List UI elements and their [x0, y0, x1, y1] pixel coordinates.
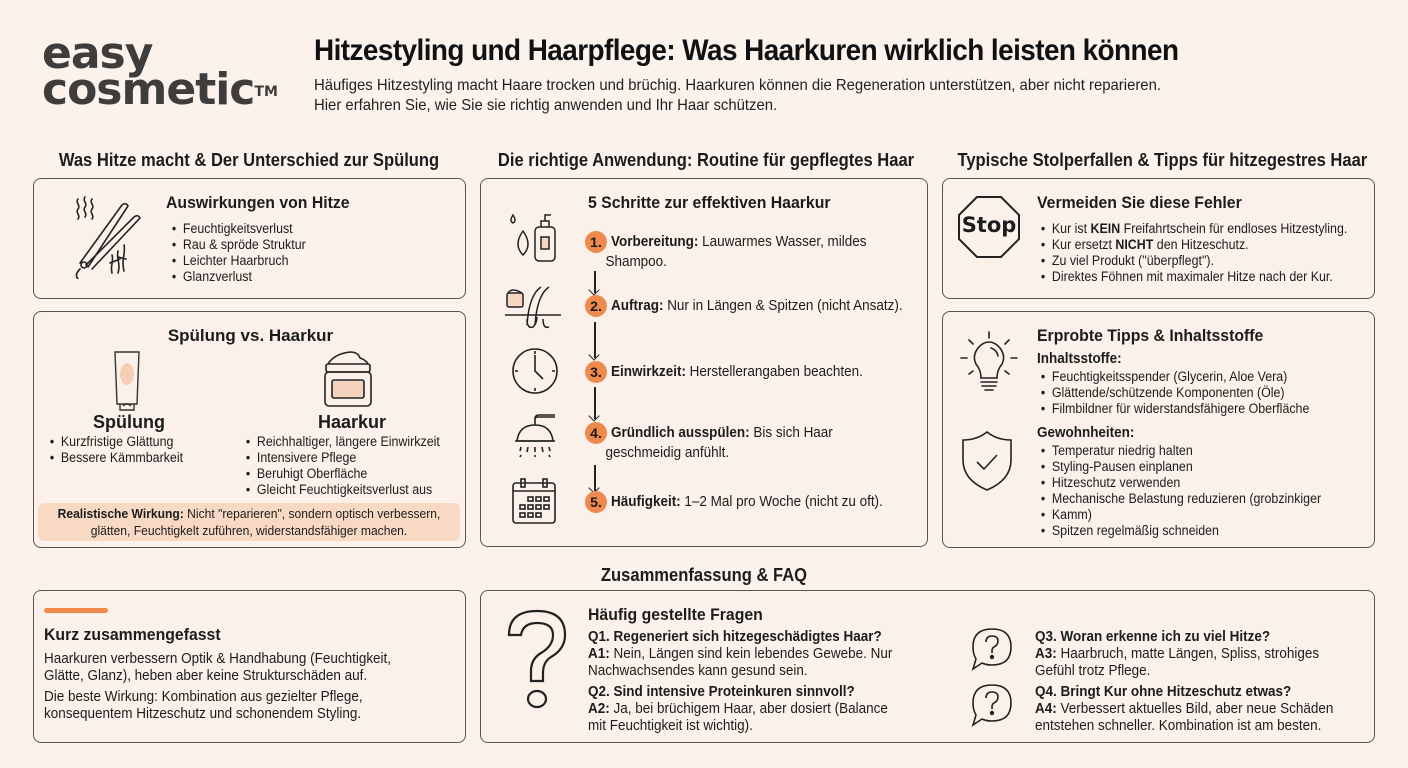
- summary-faq-heading: Zusammenfassung & FAQ: [600, 565, 808, 585]
- step-number: 3.: [585, 361, 607, 383]
- summary-text: Haarkuren verbessern Optik & Handhabung (Feuchtigkeit,: [44, 651, 392, 667]
- step-text: Nur in Längen & Spitzen (nicht Ansatz).: [667, 298, 903, 314]
- list-item: • Spitzen regelmäßig schneiden: [1039, 523, 1321, 539]
- step-3: [585, 361, 882, 383]
- comparison-card: [33, 311, 466, 548]
- hair-straightener-icon: [68, 193, 148, 279]
- list-item-cont: • Kamm): [1039, 507, 1321, 523]
- calendar-icon: [511, 477, 557, 525]
- stop-sign-icon: [957, 195, 1021, 259]
- habits-label: Gewohnheiten:: [1037, 425, 1135, 441]
- conditioner-label: Spülung: [93, 412, 165, 432]
- ingredients-list: [1039, 369, 1333, 417]
- tube-icon: [112, 350, 142, 412]
- brand-line2: cosmetic: [42, 64, 255, 115]
- step-text: Herstellerangaben beachten.: [689, 364, 863, 380]
- list-item: • Feuchtigkeitsverlust: [170, 221, 306, 237]
- list-item: • Kur ersetzt NICHT den Hitzeschutz.: [1039, 237, 1347, 253]
- lightbulb-icon: [959, 330, 1019, 396]
- shield-check-icon: [961, 430, 1013, 492]
- list-item: • Filmbildner für widerstandsfähigere Oberfläche: [1039, 401, 1309, 417]
- summary-card: [33, 590, 466, 743]
- faq-answer-label: A3:: [1035, 646, 1057, 662]
- list-item: • Reichhaltiger, längere Einwirkzeit: [244, 434, 440, 450]
- page-title: Hitzestyling und Haarpflege: Was Haarkuren wirklich leisten können: [314, 34, 1179, 67]
- faq-item-2: [588, 684, 910, 735]
- summary-paragraph-1: [44, 651, 417, 685]
- step-label: Gründlich ausspülen:: [611, 425, 750, 441]
- faq-answer: Haarbruch, matte Längen, Spliss, strohiges: [1060, 646, 1320, 662]
- list-item: • Kurzfristige Glättung: [48, 434, 183, 450]
- page-subtitle: [314, 76, 1161, 116]
- note-label: Realistische Wirkung:: [57, 506, 184, 521]
- step-label: Auftrag:: [611, 298, 664, 314]
- step-text: Bis sich Haar: [753, 425, 833, 441]
- list-item: • Styling-Pausen einplanen: [1039, 459, 1321, 475]
- note-text: Nicht "reparieren", sondern optisch verbessern,: [187, 506, 441, 521]
- heat-effects-list: [170, 221, 318, 285]
- treatment-label: Haarkur: [317, 412, 387, 432]
- list-item: • Zu viel Produkt ("überpflegt").: [1039, 253, 1347, 269]
- heat-effects-card: [33, 178, 466, 299]
- faq-question: Q1. Regeneriert sich hitzegeschädigtes Haar?: [588, 629, 882, 645]
- step-text-cont: geschmeidig anfühlt.: [605, 445, 730, 461]
- faq-answer-cont: entstehen schneller. Kombination ist am besten.: [1035, 718, 1322, 734]
- list-item: • Mechanische Belastung reduzieren (grobzinkiger: [1039, 491, 1321, 507]
- step-text: 1–2 Mal pro Woche (nicht zu oft).: [684, 494, 883, 510]
- summary-text: Glätte, Glanz), heben aber keine Strukturschäden auf.: [44, 668, 368, 684]
- stop-text: Stop: [961, 213, 1017, 237]
- step-number: 4.: [585, 422, 607, 444]
- clock-icon: [511, 347, 559, 395]
- faq-answer-label: A4:: [1035, 701, 1057, 717]
- step-text: Lauwarmes Wasser, mildes: [702, 234, 867, 250]
- list-item: • Hitzeschutz verwenden: [1039, 475, 1321, 491]
- heat-effects-title: Auswirkungen von Hitze: [166, 193, 350, 212]
- summary-title: Kurz zusammengefasst: [44, 625, 221, 644]
- conditioner-list: [48, 434, 195, 466]
- note-text: glätten, Feuchtigkelt zuführen, widerstandsfähiger machen.: [90, 523, 408, 538]
- treatment-list: [244, 434, 457, 498]
- faq-item-4: [1035, 684, 1356, 735]
- tips-title: Erprobte Tipps & Inhaltsstoffe: [1037, 326, 1264, 345]
- ingredients-label: Inhaltsstoffe:: [1037, 351, 1122, 367]
- speech-bubble-question-icon: [971, 627, 1013, 671]
- arrow-down-icon: [594, 387, 596, 419]
- list-item: • Kur ist KEIN Freifahrtschein für endloses Hitzestyling.: [1039, 221, 1347, 237]
- list-item: • Direktes Föhnen mit maximaler Hitze nach der Kur.: [1039, 269, 1347, 285]
- cream-jar-icon: [322, 350, 374, 408]
- list-item: • Gleicht Feuchtigkeitsverlust aus: [244, 482, 440, 498]
- faq-answer: Nein, Längen sind kein lebendes Gewebe. Nur: [613, 646, 893, 662]
- faq-question: Q4. Bringt Kur ohne Hitzeschutz etwas?: [1035, 684, 1292, 700]
- steps-card: [480, 178, 928, 547]
- shampoo-drop-icon: [505, 209, 561, 265]
- faq-item-1: [588, 629, 915, 680]
- speech-bubble-question-icon: [971, 683, 1013, 727]
- brand-logo: [42, 28, 278, 115]
- accent-bar: [44, 608, 108, 613]
- list-item: • Leichter Haarbruch: [170, 253, 306, 269]
- mistakes-card: [942, 178, 1375, 299]
- faq-answer-cont: Nachwachsendes kann gesund sein.: [588, 663, 808, 679]
- step-label: Häufigkeit:: [611, 494, 681, 510]
- arrow-down-icon: [594, 465, 596, 491]
- list-item: • Feuchtigkeitsspender (Glycerin, Aloe Vera): [1039, 369, 1309, 385]
- step-text-cont: Shampoo.: [605, 254, 667, 270]
- tips-card: [942, 311, 1375, 548]
- list-item: • Glanzverlust: [170, 269, 306, 285]
- step-number: 5.: [585, 491, 607, 513]
- subtitle-line: Häufiges Hitzestyling macht Haare trocken und brüchig. Haarkuren können die Regeneration unterstützen, aber nicht reparieren.: [314, 77, 1161, 94]
- summary-text: Die beste Wirkung: Kombination aus gezielter Pflege,: [44, 689, 363, 705]
- step-1: [585, 231, 886, 271]
- step-5: [585, 491, 903, 513]
- realistic-effect-note: [38, 503, 460, 541]
- mistakes-list: [1039, 221, 1374, 285]
- faq-answer-label: A1:: [588, 646, 610, 662]
- summary-paragraph-2: [44, 689, 387, 723]
- subtitle-line: Hier erfahren Sie, wie Sie sie richtig anwenden und Ihr Haar schützen.: [314, 97, 778, 114]
- mistakes-title: Vermeiden Sie diese Fehler: [1037, 193, 1242, 212]
- faq-answer-cont: mit Feuchtigkeit ist wichtig).: [588, 718, 753, 734]
- comparison-title: Spülung vs. Haarkur: [167, 326, 334, 345]
- step-2: [585, 295, 925, 317]
- list-item: • Beruhigt Oberfläche: [244, 466, 440, 482]
- step-number: 1.: [585, 231, 607, 253]
- column-heading-middle: Die richtige Anwendung: Routine für gepflegtes Haar: [497, 150, 915, 170]
- faq-item-3: [1035, 629, 1340, 680]
- step-4: [585, 422, 850, 462]
- hair-strand-jar-icon: [505, 279, 561, 331]
- question-mark-icon: [505, 607, 569, 717]
- steps-title: 5 Schritte zur effektiven Haarkur: [588, 193, 831, 212]
- faq-card: [480, 590, 1375, 743]
- summary-text: konsequentem Hitzeschutz und schonendem Styling.: [44, 706, 362, 722]
- faq-answer: Ja, bei brüchigem Haar, aber dosiert (Balance: [613, 701, 888, 717]
- faq-title: Häufig gestellte Fragen: [588, 605, 763, 624]
- list-item: • Glättende/schützende Komponenten (Öle): [1039, 385, 1309, 401]
- list-item: • Rau & spröde Struktur: [170, 237, 306, 253]
- trademark: TM: [254, 84, 278, 100]
- faq-question: Q2. Sind intensive Proteinkuren sinnvoll?: [588, 684, 855, 700]
- step-label: Vorbereitung:: [611, 234, 699, 250]
- faq-answer: Verbessert aktuelles Bild, aber neue Schäden: [1060, 701, 1334, 717]
- arrow-down-icon: [594, 322, 596, 358]
- habits-list: [1039, 443, 1346, 539]
- list-item: • Intensivere Pflege: [244, 450, 440, 466]
- column-heading-left: Was Hitze macht & Der Unterschied zur Spülung: [58, 150, 440, 170]
- step-number: 2.: [585, 295, 607, 317]
- faq-answer-label: A2:: [588, 701, 610, 717]
- shower-icon: [511, 411, 559, 459]
- faq-answer-cont: Gefühl trotz Pflege.: [1035, 663, 1151, 679]
- step-label: Einwirkzeit:: [611, 364, 686, 380]
- list-item: • Temperatur niedrig halten: [1039, 443, 1321, 459]
- column-heading-right: Typische Stolperfallen & Tipps für hitzegestres Haar: [957, 150, 1368, 170]
- arrow-down-icon: [594, 271, 596, 293]
- faq-question: Q3. Woran erkenne ich zu viel Hitze?: [1035, 629, 1271, 645]
- list-item: • Bessere Kämmbarkeit: [48, 450, 183, 466]
- brand-line1: easy: [42, 28, 153, 79]
